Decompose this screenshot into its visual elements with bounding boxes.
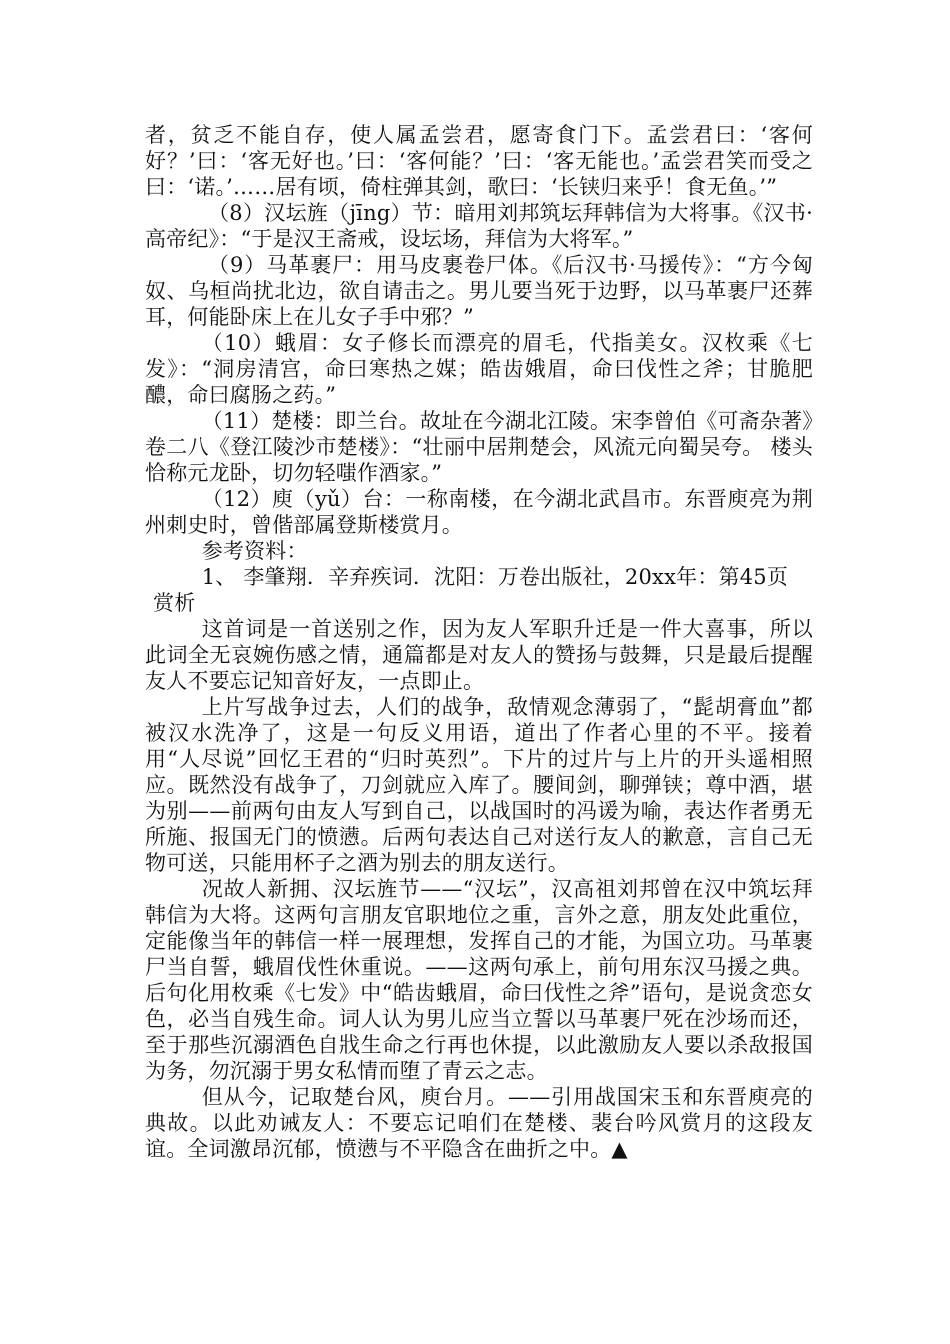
reference-item-1: 1、 李肇翔．辛弃疾词．沈阳：万卷出版社，20xx年：第45页 xyxy=(201,565,789,589)
appreciation-paragraph-3: 况故人新拥、汉坛旌节——“汉坛”，汉高祖刘邦曾在汉中筑坛拜韩信为大将。这两句言朋友官职地位之重，言外之意，朋友处此重位，定能像当年的韩信一样一展理想，发挥自己的才能，为国立功。马革裹尸当自誓，蛾眉伐性休重说。——这两句承上，前句用东汉马援之典。后句化用枚乘《七发》中“皓齿蛾眉，命曰伐性之斧”语句，是说贪恋女色，必当自残生命。词人认为男儿应当立誓以马革裹尸死在沙场而还，至于那些沉溺酒色自戕生命之行再也休提，以此激励友人要以杀敌报国为务，勿沉溺于男女私情而堕了青云之志。 xyxy=(145,877,813,1083)
note-7-continuation: 者，贫乏不能自存，使人属孟尝君，愿寄食门下。孟尝君曰：‘客何好？’曰：‘客无好也。’曰：‘客何能？’曰：‘客无能也。’孟尝君笑而受之曰：‘诺。’……居有顷，倚柱弹其剑，歌曰：‘长铗归来乎！食无鱼。’” xyxy=(145,123,813,199)
document-page xyxy=(145,122,813,1162)
appreciation-paragraph-2: 上片写战争过去，人们的战争，敌情观念薄弱了，“髭胡膏血”都被汉水洗净了，这是一句反义用语，道出了作者心里的不平。接着用“人尽说”回忆王君的“归时英烈”。下片的过片与上片的开头遥相照应。既然没有战争了，刀剑就应入库了。腰间剑，聊弹铗；尊中酒，堪为别——前两句由友人写到自己，以战国时的冯谖为喻，表达作者勇无所施、报国无门的愤懑。后两句表达自己对送行友人的歉意，言自己无物可送，只能用杯子之酒为别去的朋友送行。 xyxy=(145,695,813,875)
note-10: （10）蛾眉：女子修长而漂亮的眉毛，代指美女。汉枚乘《七发》：“洞房清宫，命曰寒热之媒；皓齿娥眉，命曰伐性之斧；甘脆肥醲，命曰腐肠之药。” xyxy=(145,331,813,407)
appreciation-paragraph-1: 这首词是一首送别之作，因为友人军职升迁是一件大喜事，所以此词全无哀婉伤感之情，通篇都是对友人的赞扬与鼓舞，只是最后提醒友人不要忘记知音好友，一点即止。 xyxy=(145,617,813,693)
note-8: （8）汉坛旌（jīng）节：暗用刘邦筑坛拜韩信为大将事。《汉书·高帝纪》：“于是汉王斋戒，设坛场，拜信为大将军。” xyxy=(145,201,813,251)
note-12: （12）庾（yǔ）台：一称南楼，在今湖北武昌市。东晋庾亮为荆州刺史时，曾偕部属登斯楼赏月。 xyxy=(145,487,813,537)
note-9: （9）马革裹尸：用马皮裹卷尸体。《后汉书·马援传》：“方今匈奴、乌桓尚扰北边，欲自请击之。男儿要当死于边野，以马革裹尸还葬耳，何能卧床上在儿女子手中邪？” xyxy=(145,253,813,329)
references-label: 参考资料： xyxy=(201,539,308,563)
note-11: （11）楚楼：即兰台。故址在今湖北江陵。宋李曾伯《可斋杂著》卷二八《登江陵沙市楚楼》：“壮丽中居荆楚会，风流元向蜀吴夸。 楼头恰称元龙卧，切勿轻嗤作酒家。” xyxy=(145,409,813,485)
appreciation-paragraph-4: 但从今，记取楚台风，庾台月。——引用战国宋玉和东晋庾亮的典故。以此劝诫友人：不要忘记咱们在楚楼、裴台吟风赏月的这段友谊。全词激昂沉郁，愤懑与不平隐含在曲折之中。▲ xyxy=(145,1085,813,1161)
appreciation-heading: 赏析 xyxy=(153,591,196,615)
